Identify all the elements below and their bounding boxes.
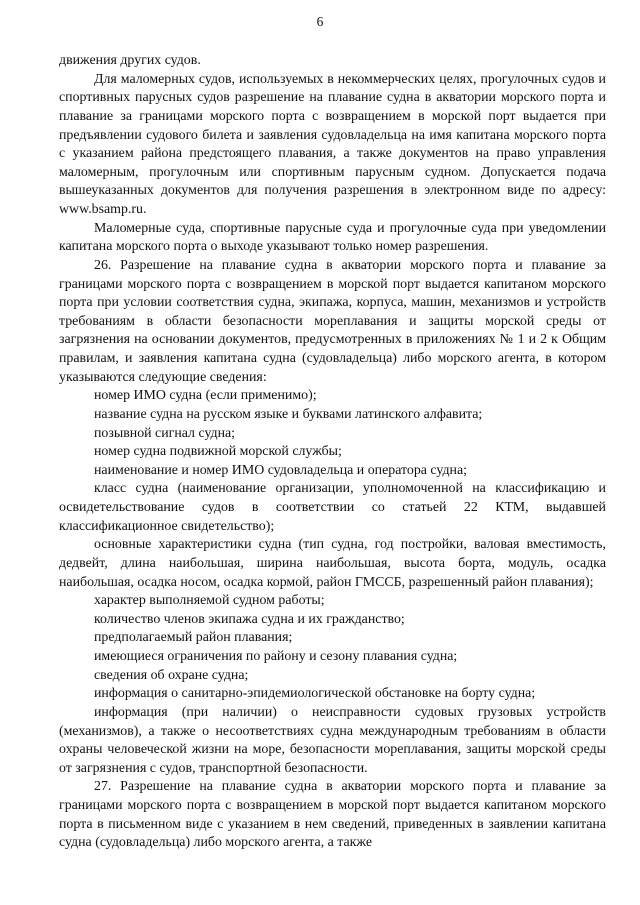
paragraph-continuation: движения других судов. [59, 53, 201, 68]
paragraph-27: 27. Разрешение на плавание судна в акватории морского порта и плавание за границами морского порта с возвращением в морской порт выдается капитаном морского порта в письменном виде с указанием в нем сведений, приведенных в заявлении капитана судна (судовладельца) либо морского агента, а также [59, 779, 606, 851]
list-item-work-type: характер выполняемой судном работы; [94, 593, 325, 609]
list-item-security: сведения об охране судна; [94, 667, 249, 683]
list-item-main-characteristics: основные характеристики судна (тип судна, год постройки, валовая вместимость, дедвейт, длина наибольшая, ширина наибольшая, высота борта, модуль, осадка наибольшая, осадка носом, осадка кормой, район ГМССБ, разрешенный район плавания); [59, 537, 606, 590]
paragraph-26: 26. Разрешение на плавание судна в акватории морского порта и плавание за границами морского порта с возвращением в морской порт выдается капитаном морского порта при условии соответствия судна, экипажа, корпуса, машин, механизмов и устройств требованиям в области безопасности мореплавания и защиты морской среды от загрязнения на основании документов, предусмотренных в приложениях № 1 и 2 к Общим правилам, и заявления капитана судна (судовладельца) либо морского агента, в котором указываются следующие сведения: [59, 257, 606, 385]
document-body [59, 52, 606, 853]
list-item-imo-number: номер ИМО судна (если применимо); [94, 388, 317, 404]
list-item-vessel-name: название судна на русском языке и буквами латинского алфавита; [94, 406, 483, 422]
page-number: 6 [316, 14, 324, 29]
paragraph-small-vessels-permit: Для маломерных судов, используемых в некоммерческих целях, прогулочных судов и спортивных парусных судов разрешение на плавание судна в акватории морского порта и плавание за границами морского порта с возвращением в морской порт выдается при предъявлении судового билета и заявления судовладельца на имя капитана морского порта с указанием района предстоящего плавания, а также документов на право управления маломерным, прогулочным или спортивным парусным судном. Допускается подача вышеуказанных документов для получения разрешения в электронном виде по адресу: www.bsamp.ru. [59, 71, 606, 217]
list-item-restrictions: имеющиеся ограничения по району и сезону плавания судна; [94, 649, 458, 664]
list-item-navigation-area: предполагаемый район плавания; [94, 630, 293, 646]
list-item-sanitary: информация о санитарно-эпидемиологической обстановке на борту судна; [94, 686, 536, 702]
list-item-call-sign: позывной сигнал судна; [94, 425, 236, 441]
list-item-vessel-class: класс судна (наименование организации, уполномоченной на классификацию и освидетельствование судов в соответствии со статьей 22 КТМ, выдавшей классификационное свидетельство); [59, 481, 606, 534]
list-item-mobile-service-number: номер судна подвижной морской службы; [94, 444, 342, 460]
list-item-owner-operator: наименование и номер ИМО судовладельца и оператора судна; [94, 462, 467, 478]
paragraph-small-vessels-notification: Маломерные суда, спортивные парусные суда и прогулочные суда при уведомлении капитана морского порта о выходе указывают только номер разрешения. [59, 220, 606, 255]
list-item-defects: информация (при наличии) о неисправности судовых грузовых устройств (механизмов), а также о несоответствиях судна международным требованиям в области охраны человеческой жизни на море, безопасности мореплавания, защиты морской среды от загрязнения с судов, транспортной безопасности. [59, 704, 606, 776]
list-item-crew: количество членов экипажа судна и их гражданство; [94, 611, 405, 627]
